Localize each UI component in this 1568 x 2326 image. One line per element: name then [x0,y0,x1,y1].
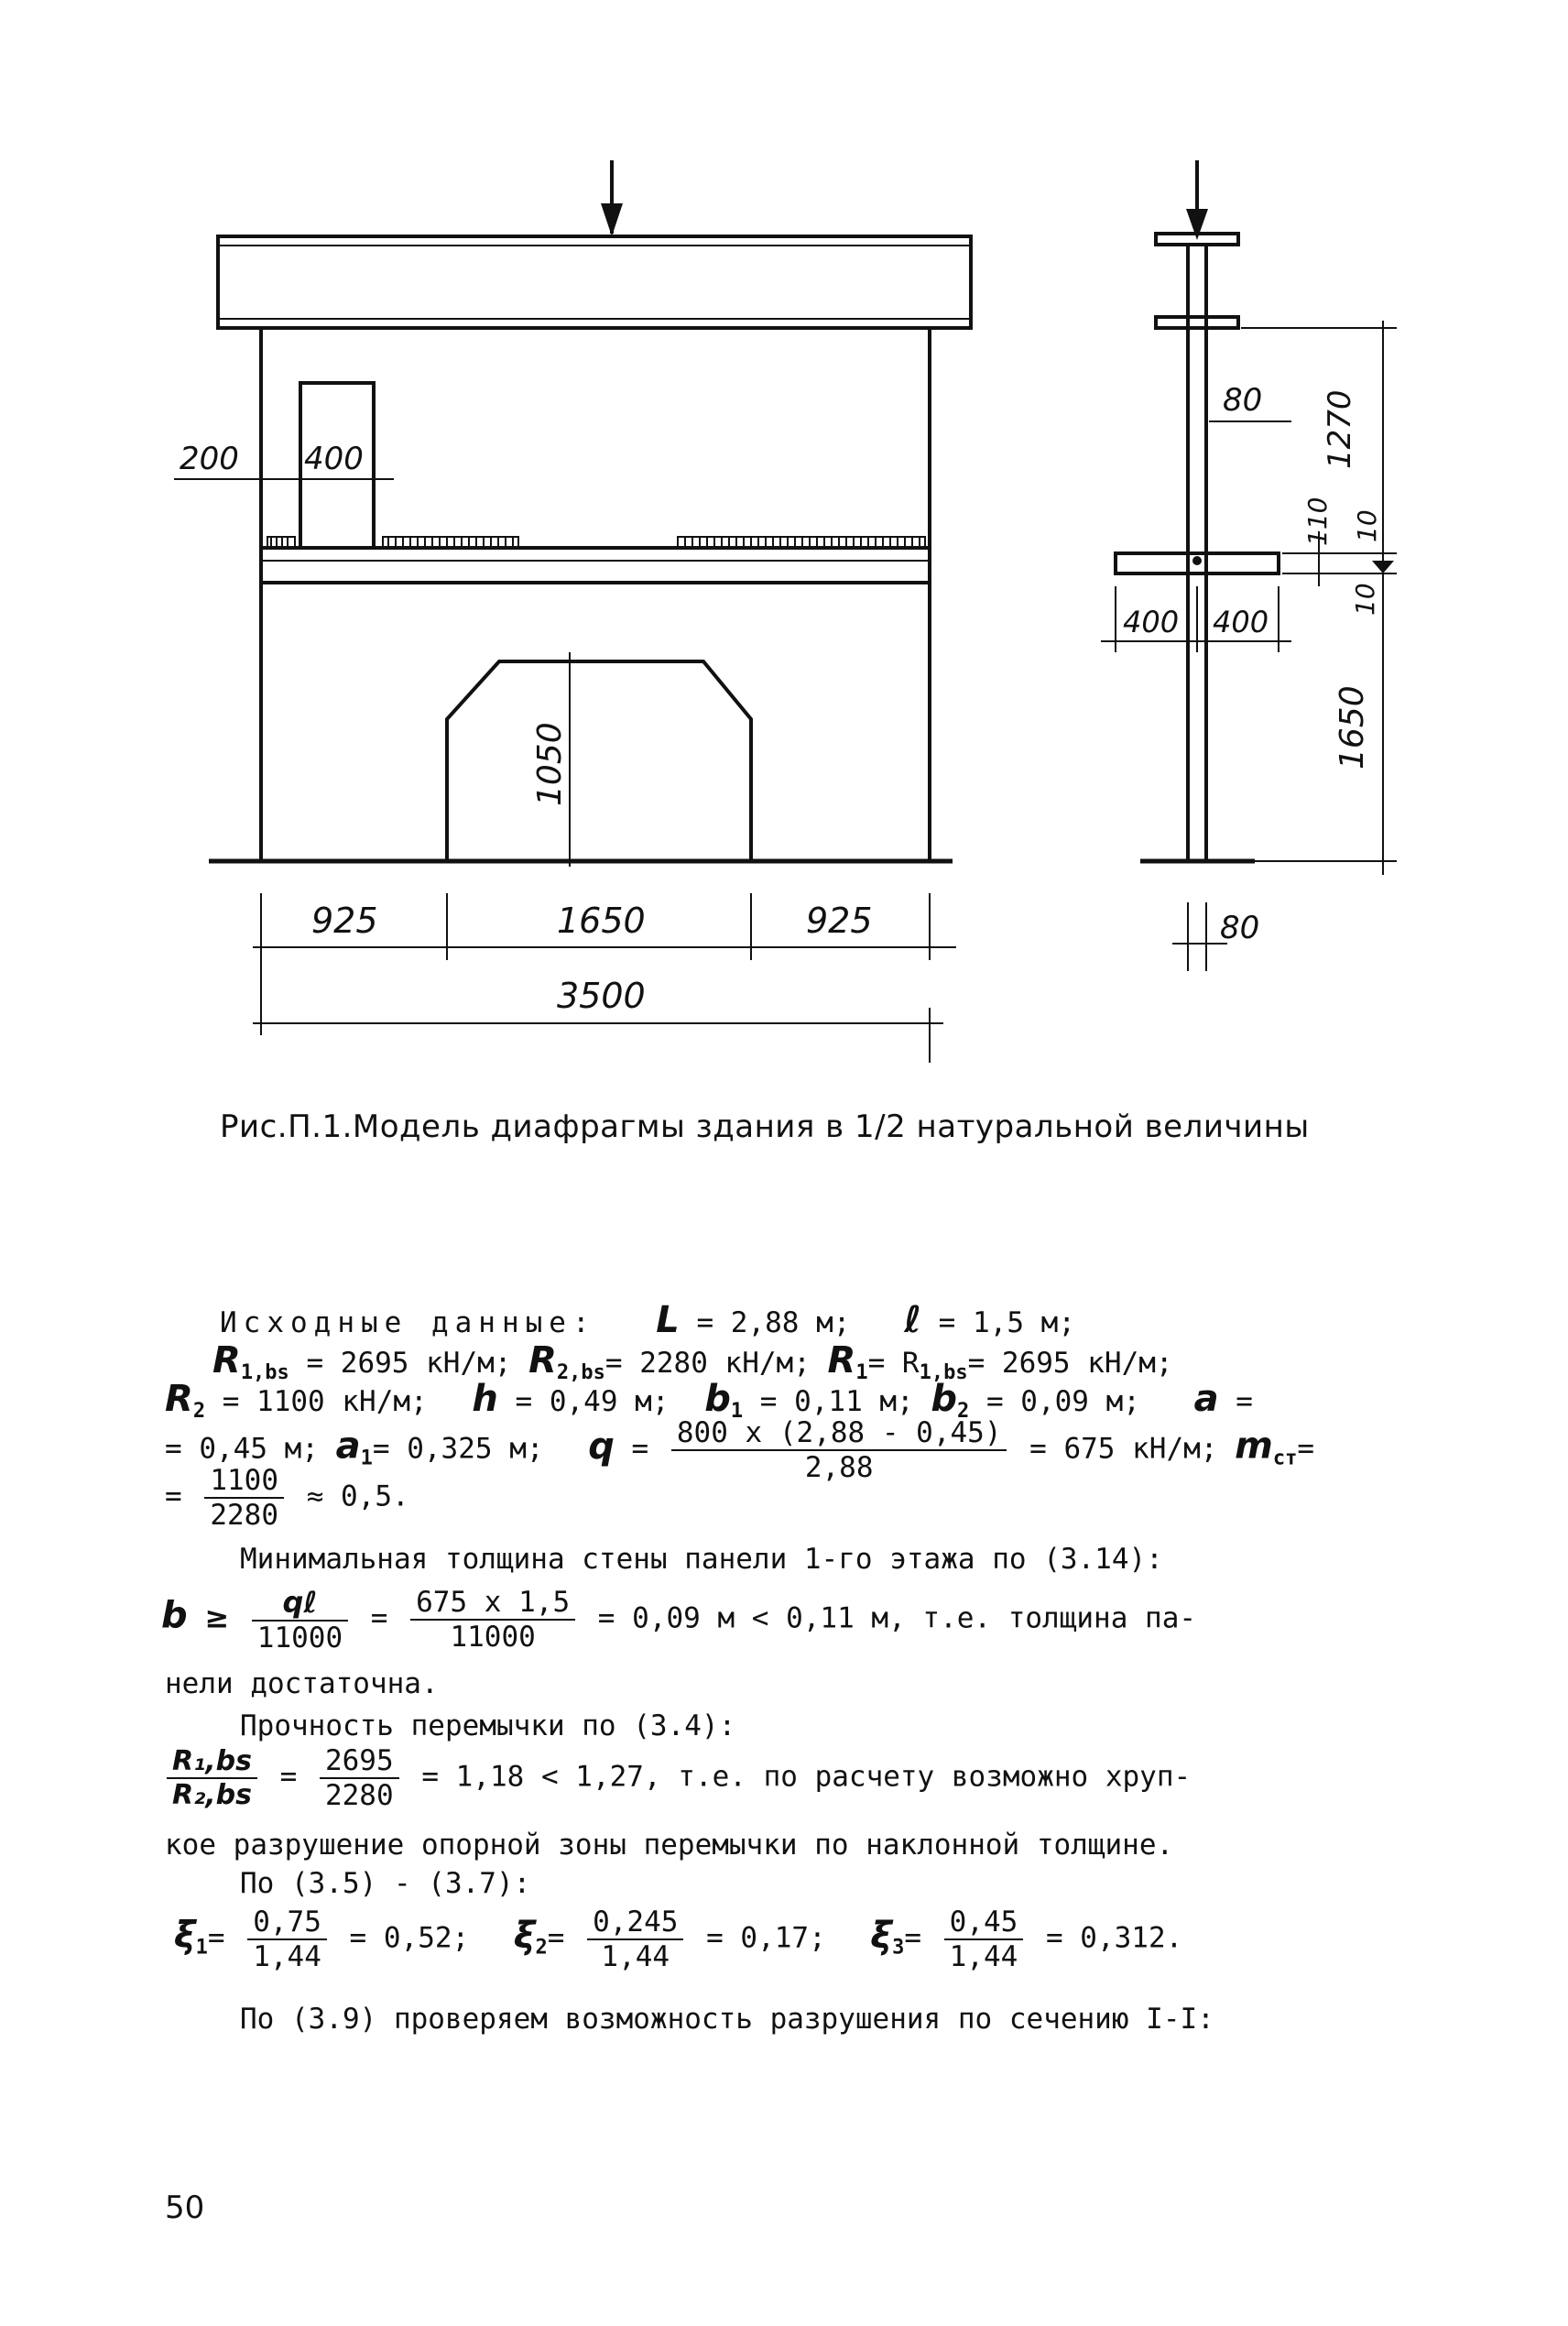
fraction-lintel-num: 2695 [320,1744,399,1779]
xi-heading: По (3.5) - (3.7): [240,1867,531,1900]
dim-80-bottom: 80 [1220,910,1260,946]
dim-1650: 1650 [557,901,646,941]
dim-1270: 1270 [1322,389,1358,469]
value-b1: = 0,11 м; [759,1385,914,1418]
value-q: = 675 кН/м; [1029,1432,1218,1466]
fraction-ql-num: qℓ [252,1585,348,1622]
fraction-xi1 [247,1906,327,1973]
dim-10-bottom: 10 [1350,583,1380,616]
sub-xi2: 2 [535,1936,548,1960]
fraction-xi1-den: 1,44 [253,1940,321,1973]
symbol-m: m [1235,1425,1273,1468]
initial-data-line-5 [165,1464,409,1532]
fraction-lintel-den: 2280 [324,1779,394,1812]
sub-xi1: 1 [195,1936,208,1960]
symbol-xi3: ξ [870,1914,893,1957]
sub-1: 1 [855,1361,868,1385]
symbol-R1bs: R [212,1339,241,1381]
dim-1050: 1050 [531,722,569,806]
fraction-xi3 [944,1906,1024,1973]
lintel-result: = 1,18 < 1,27, т.е. по расчету возможно хруп- [421,1760,1192,1794]
value-R1bs: = 2695 кН/м; [306,1347,512,1380]
fraction-thickness-den: 11000 [450,1621,536,1654]
side-section [1101,160,1397,971]
thickness-conclusion: нели достаточна. [165,1667,439,1700]
symbol-b2: b [931,1378,958,1420]
fraction-xi2-den: 1,44 [601,1940,670,1973]
fraction-ql [252,1585,348,1654]
sub-2: 2 [192,1400,206,1424]
sub-xi3: 3 [892,1936,905,1960]
fraction-xi2 [587,1906,683,1973]
dim-80: 80 [1223,382,1263,419]
fraction-m-den: 2280 [210,1499,278,1532]
symbol-b: b [161,1594,188,1637]
value-b2: = 0,09 м; [985,1385,1140,1418]
value-a1: = 0,325 м; [372,1432,544,1466]
sub-a1: 1 [360,1447,373,1470]
eq-lintel: = [279,1760,298,1794]
fraction-q-num: 800 x (2,88 - 0,45) [671,1416,1007,1451]
load-arrow-head [601,203,623,236]
fraction-xi2-num: 0,245 [587,1906,683,1940]
second-flange [1156,317,1238,328]
symbol-a1: a [335,1425,361,1468]
sub-1bs-2: 1,bs [919,1361,968,1385]
eq-q: = [631,1432,649,1466]
fraction-R-den: R₂,bs [172,1779,252,1811]
symbol-q: q [588,1425,615,1468]
lintel-strength-formula [161,1744,1191,1812]
thickness-formula [161,1585,1196,1654]
ge-sign: ≥ [204,1600,230,1635]
sub-1bs: 1,bs [240,1361,289,1385]
sub-m: ст [1272,1447,1298,1470]
symbol-h: h [472,1378,498,1420]
dim-925-right: 925 [806,901,873,941]
value-R2: = 1100 кН/м; [222,1385,428,1418]
fraction-ql-den: 11000 [256,1622,343,1654]
side-80-bottom [1172,902,1227,971]
door-opening [447,661,751,861]
symbol-l: ℓ [904,1299,921,1341]
value-xi2: = 0,17; [706,1921,826,1955]
fraction-thickness-num: 675 x 1,5 [410,1586,575,1621]
thickness-result: = 0,09 м < 0,11 м, т.е. толщина па- [597,1601,1197,1635]
lintel-conclusion: кое разрушение опорной зоны перемычки по наклонной толщине. [165,1829,1174,1862]
fraction-q [671,1416,1007,1484]
dim-200: 200 [180,441,239,477]
value-R1: = 2695 кН/м; [967,1347,1173,1380]
floor-slab [261,548,930,583]
eq-thickness: = [370,1601,388,1635]
dim-10-top: 10 [1352,509,1382,542]
symbol-R2: R [165,1378,193,1420]
value-xi1: = 0,52; [349,1921,470,1955]
fraction-R-num: R₁,bs [167,1745,257,1779]
fraction-m-num: 1100 [204,1464,284,1499]
symbol-R1: R [827,1339,856,1381]
dim-400: 400 [304,441,364,477]
dim-925-left: 925 [311,901,378,941]
initial-data-label: Исходные данные: [220,1306,596,1339]
front-elevation [174,160,971,1063]
value-h: = 0,49 м; [515,1385,670,1418]
fraction-xi3-num: 0,45 [944,1906,1024,1940]
top-beam [218,236,971,328]
value-L: = 2,88 м; [696,1306,851,1339]
page-number: 50 [165,2189,205,2226]
section-check-line: По (3.9) проверяем возможность разрушения по сечению I-I: [240,2003,1214,2036]
symbol-a: a [1193,1378,1219,1420]
value-l: = 1,5 м; [938,1306,1075,1339]
sub-2bs: 2,bs [556,1361,605,1385]
value-m: ≈ 0,5. [306,1480,409,1513]
sub-b1: 1 [730,1400,744,1424]
xi-formulas: $\xi_1=$ $\frac{0,75}{1,44}$ = 0,52; $\xi_2=$ $\frac{0,245}{1,44}$ = 0,17; $\xi_3=$ $\frac{0,45}{1,44}$ = 0,312. [174,1906,1183,1973]
dim-3500: 3500 [557,976,646,1016]
dim-1650-vertical: 1650 [1334,685,1371,770]
value-R2bs: = 2280 кН/м; [604,1347,811,1380]
symbol-L: L [656,1299,680,1341]
fraction-lintel [320,1744,399,1812]
min-thickness-heading: Минимальная толщина стены панели 1-го этажа по (3.14): [240,1543,1163,1576]
eq-R1: = R [867,1347,920,1380]
value-a-eq: = [1236,1385,1253,1418]
lintel-strength-heading: Прочность перемычки по (3.4): [240,1709,736,1742]
eq-m: = [1297,1432,1314,1466]
fraction-R [167,1745,257,1811]
symbol-xi2: ξ [513,1914,536,1957]
fraction-m [204,1464,284,1532]
fraction-xi1-num: 0,75 [247,1906,327,1940]
symbol-R2bs: R [528,1339,557,1381]
value-xi3: = 0,312. [1045,1921,1183,1955]
figure-caption: Рис.П.1.Модель диафрагмы здания в 1/2 натуральной величины [220,1108,1310,1145]
dim-400-right: 400 [1213,605,1269,639]
initial-data-line-1 [220,1299,1075,1341]
sub-b2: 2 [957,1400,970,1424]
dim-110: 110 [1302,497,1333,546]
value-a: = 0,45 м; [165,1432,319,1466]
fraction-q-den: 2,88 [804,1451,874,1484]
diaphragm-drawing [0,0,1568,1081]
symbol-b1: b [704,1378,731,1420]
fraction-xi3-den: 1,44 [949,1940,1018,1973]
dim-400-left: 400 [1123,605,1180,639]
symbol-xi1: ξ [174,1914,196,1957]
eq-m-value: = [165,1480,182,1513]
fraction-thickness [410,1586,575,1654]
